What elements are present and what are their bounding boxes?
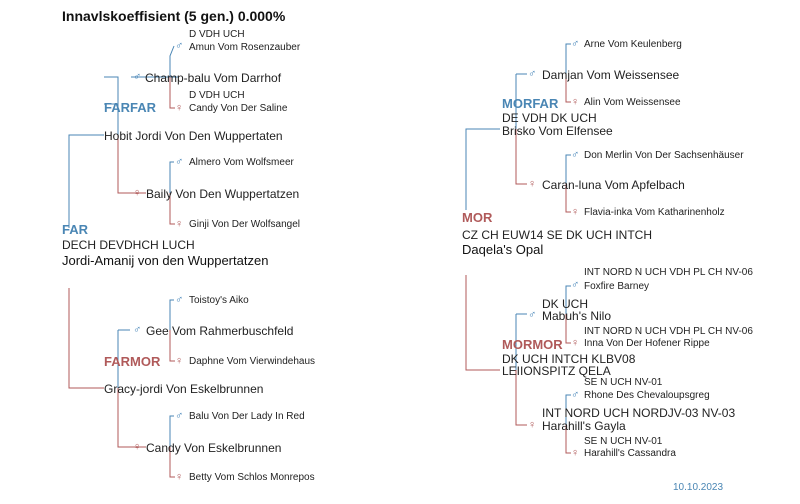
dog-hobit-jordi[interactable]: Hobit Jordi Von Den Wuppertaten [104,129,283,143]
titles-cassandra: SE N UCH NV-01 [584,436,663,447]
titles-foxfire: INT NORD N UCH VDH PL CH NV-06 [584,267,753,278]
titles-morfar: DE VDH DK UCH [502,111,597,125]
male-icon: ♂ [175,40,184,52]
male-icon: ♂ [571,389,580,401]
dog-inna[interactable]: Inna Von Der Hofener Rippe [584,338,710,349]
dog-candy-von-der-saline[interactable]: Candy Von Der Saline [189,103,288,114]
dog-mabuh[interactable]: Mabuh's Nilo [542,309,611,323]
titles-mormor: DK UCH INTCH KLBV08 [502,352,636,366]
dog-caran-luna[interactable]: Caran-luna Vom Apfelbach [542,178,685,192]
dog-balu[interactable]: Balu Von Der Lady In Red [189,411,305,422]
dog-don-merlin[interactable]: Don Merlin Von Der Sachsenhäuser [584,150,744,161]
female-icon: ♀ [571,206,580,218]
dog-far[interactable]: Jordi-Amanij von den Wuppertatzen [62,253,269,268]
dog-brisko[interactable]: Brisko Vom Elfensee [502,124,613,138]
dog-amun-vom-rosenzauber[interactable]: Amun Vom Rosenzauber [189,42,301,53]
dog-arne[interactable]: Arne Vom Keulenberg [584,39,682,50]
male-icon: ♂ [133,71,142,83]
dog-baily[interactable]: Baily Von Den Wuppertatzen [146,187,300,201]
male-icon: ♂ [528,309,537,321]
male-icon: ♂ [571,279,580,291]
titles-mor: CZ CH EUW14 SE DK UCH INTCH [462,228,653,242]
female-icon: ♀ [528,419,537,431]
male-icon: ♂ [133,324,142,336]
male-icon: ♂ [528,68,537,80]
dog-damjan[interactable]: Damjan Vom Weissensee [542,68,680,82]
female-icon: ♀ [571,447,580,459]
female-icon: ♀ [133,441,142,453]
dog-cassandra[interactable]: Harahill's Cassandra [584,448,676,459]
female-icon: ♀ [528,178,537,190]
dog-foxfire[interactable]: Foxfire Barney [584,281,650,292]
male-icon: ♂ [175,410,184,422]
titles-rhone: SE N UCH NV-01 [584,377,663,388]
dog-gracy-jordi[interactable]: Gracy-jordi Von Eskelbrunnen [104,382,264,396]
male-icon: ♂ [571,149,580,161]
dog-rhone[interactable]: Rhone Des Chevaloupsgreg [584,390,710,401]
titles-mabuh: DK UCH [542,297,589,311]
dog-mor[interactable]: Daqela's Opal [462,242,544,257]
female-icon: ♀ [175,102,184,114]
dog-gee[interactable]: Gee Vom Rahmerbuschfeld [146,324,294,338]
dog-gayla[interactable]: Harahill's Gayla [542,419,626,433]
female-icon: ♀ [175,471,184,483]
dog-candy-eskelbrunnen[interactable]: Candy Von Eskelbrunnen [146,441,282,455]
male-icon: ♂ [175,156,184,168]
role-farmor: FARMOR [104,354,161,369]
male-icon: ♂ [175,294,184,306]
dog-ginji[interactable]: Ginji Von Der Wolfsangel [189,219,300,230]
dog-toistoy[interactable]: Toistoy's Aiko [189,295,249,306]
female-icon: ♀ [175,355,184,367]
role-far: FAR [62,222,88,237]
dog-champ-balu[interactable]: Champ-balu Vom Darrhof [145,71,282,85]
role-morfar: MORFAR [502,96,559,111]
female-icon: ♀ [571,337,580,349]
titles-candy-saline: D VDH UCH [189,90,245,101]
role-mormor: MORMOR [502,337,563,352]
female-icon: ♀ [571,96,580,108]
titles-inna: INT NORD N UCH VDH PL CH NV-06 [584,326,753,337]
male-icon: ♂ [571,38,580,50]
female-icon: ♀ [175,218,184,230]
dog-almero[interactable]: Almero Vom Wolfsmeer [189,157,294,168]
role-mor: MOR [462,210,493,225]
titles-amun: D VDH UCH [189,29,245,40]
report-date: 10.10.2023 [673,482,724,493]
dog-leiionspitz-qela[interactable]: LEIIONSPITZ QELA [502,364,611,378]
female-icon: ♀ [133,187,142,199]
dog-daphne[interactable]: Daphne Vom Vierwindehaus [189,356,316,367]
dog-alin[interactable]: Alin Vom Weissensee [584,97,681,108]
dog-flavia-inka[interactable]: Flavia-inka Vom Katharinenholz [584,207,725,218]
page-title: Innavlskoeffisient (5 gen.) 0.000% [62,8,286,24]
role-farfar: FARFAR [104,100,156,115]
titles-gayla: INT NORD UCH NORDJV-03 NV-03 [542,406,736,420]
titles-far: DECH DEVDHCH LUCH [62,238,195,252]
dog-betty[interactable]: Betty Vom Schlos Monrepos [189,472,315,483]
